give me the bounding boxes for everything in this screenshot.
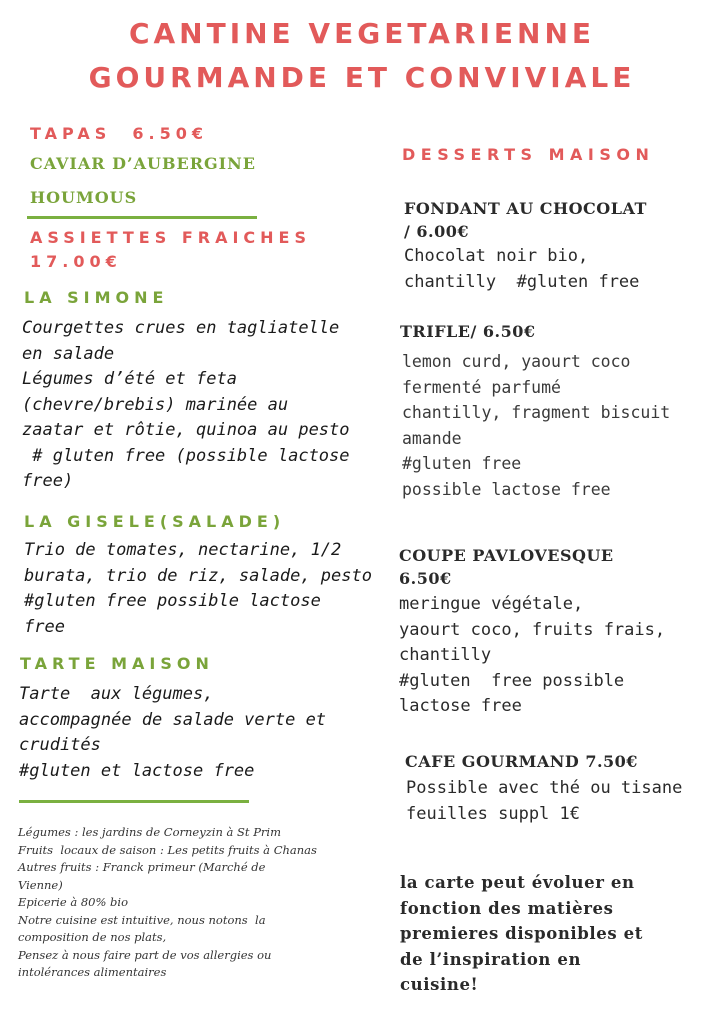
description-line: amande [402,428,462,448]
description-line: feuilles suppl 1€ [406,803,580,824]
description-line: #gluten free possible [399,670,625,691]
description-line: #gluten free possible lactose [24,591,321,611]
dish-name-gisele: LA GISELE(SALADE) [24,512,286,531]
description-line: (chevre/brebis) marinée au [22,394,289,415]
description-line: chantilly, fragment biscuit [402,403,671,422]
closing-line: fonction des matières [400,898,614,918]
divider [19,800,249,803]
desserts-heading: DESSERTS MAISON [402,145,655,164]
assiettes-price: 17.00€ [30,252,122,271]
dish-description-tarte [19,682,326,784]
description-line: crudités [19,735,101,755]
description-line: en salade [22,343,115,364]
dessert-title-pavlova: COUPE PAVLOVESQUE [399,546,614,565]
dessert-description-fondant [404,244,639,295]
note-line: Notre cuisine est intuitive, nous notons la [18,912,266,927]
description-line: Tarte aux légumes, [19,684,214,704]
description-line: meringue végétale, [399,594,584,614]
description-line: lemon curd, yaourt coco [402,352,631,371]
note-line: composition de nos plats, [18,930,167,944]
dessert-title-trifle: TRIFLE/ 6.50€ [400,322,536,341]
description-line: accompagnée de salade verte et [19,709,327,730]
sourcing-notes [18,824,317,982]
dessert-description-cafe [406,776,682,827]
closing-line: premieres disponibles et [400,924,643,943]
description-line: fermenté parfumé [402,377,561,397]
assiettes-heading: ASSIETTES FRAICHES [30,228,311,247]
dish-description-gisele [24,538,372,640]
note-line: intolérances alimentaires [18,965,167,979]
description-line: #gluten free [402,454,522,473]
description-line: Chocolat noir bio, [404,246,589,266]
description-line: #gluten et lactose free [19,760,255,781]
note-line: Epicerie à 80% bio [18,895,129,909]
closing-line: cuisine! [400,975,479,994]
description-line: Possible avec thé ou tisane [406,778,683,798]
dessert-price-fondant: / 6.00€ [404,222,470,241]
divider [27,216,257,219]
closing-line: de l’inspiration en [400,949,582,969]
note-line: Fruits locaux de saison : Les petits fruits à Chanas [18,842,317,857]
page-title-line-2: GOURMANDE ET CONVIVIALE [88,61,636,94]
dish-description-simone [22,316,350,495]
note-line: Vienne) [18,877,63,892]
closing-line: la carte peut évoluer en [400,873,635,892]
description-line: # gluten free (possible lactose [22,445,350,466]
dessert-description-trifle [402,349,670,502]
description-line: free) [22,471,74,491]
description-line: chantilly #gluten free [404,271,640,292]
description-line: Trio de tomates, nectarine, 1/2 [24,540,342,560]
dessert-description-pavlova [399,592,665,720]
tapas-item-houmous: HOUMOUS [30,188,138,207]
description-line: zaatar et rôtie, quinoa au pesto [22,420,350,440]
description-line: Légumes d’été et feta [22,369,237,389]
description-line: yaourt coco, fruits frais, [399,619,666,640]
description-line: Courgettes crues en tagliatelle [22,318,340,338]
description-line: chantilly [399,645,492,665]
dish-name-simone: LA SIMONE [24,288,169,307]
tapas-item-caviar: CAVIAR D’AUBERGINE [30,154,256,173]
description-line: lactose free [399,696,522,716]
dessert-price-pavlova: 6.50€ [399,569,452,588]
page-title-line-1: CANTINE VEGETARIENNE [128,17,596,50]
dish-name-tarte: TARTE MAISON [20,654,214,673]
note-line: Légumes : les jardins de Corneyzin à St Prim [18,825,282,839]
description-line: burata, trio de riz, salade, pesto [24,565,372,586]
description-line: free [24,616,65,637]
dessert-title-cafe: CAFE GOURMAND 7.50€ [405,752,638,771]
dessert-title-fondant: FONDANT AU CHOCOLAT [404,199,647,218]
note-line: Pensez à nous faire part de vos allergies ou [18,947,272,962]
description-line: possible lactose free [402,479,611,499]
note-line: Autres fruits : Franck primeur (Marché de [18,860,266,874]
closing-note [400,870,643,998]
tapas-heading: TAPAS 6.50€ [30,124,208,143]
